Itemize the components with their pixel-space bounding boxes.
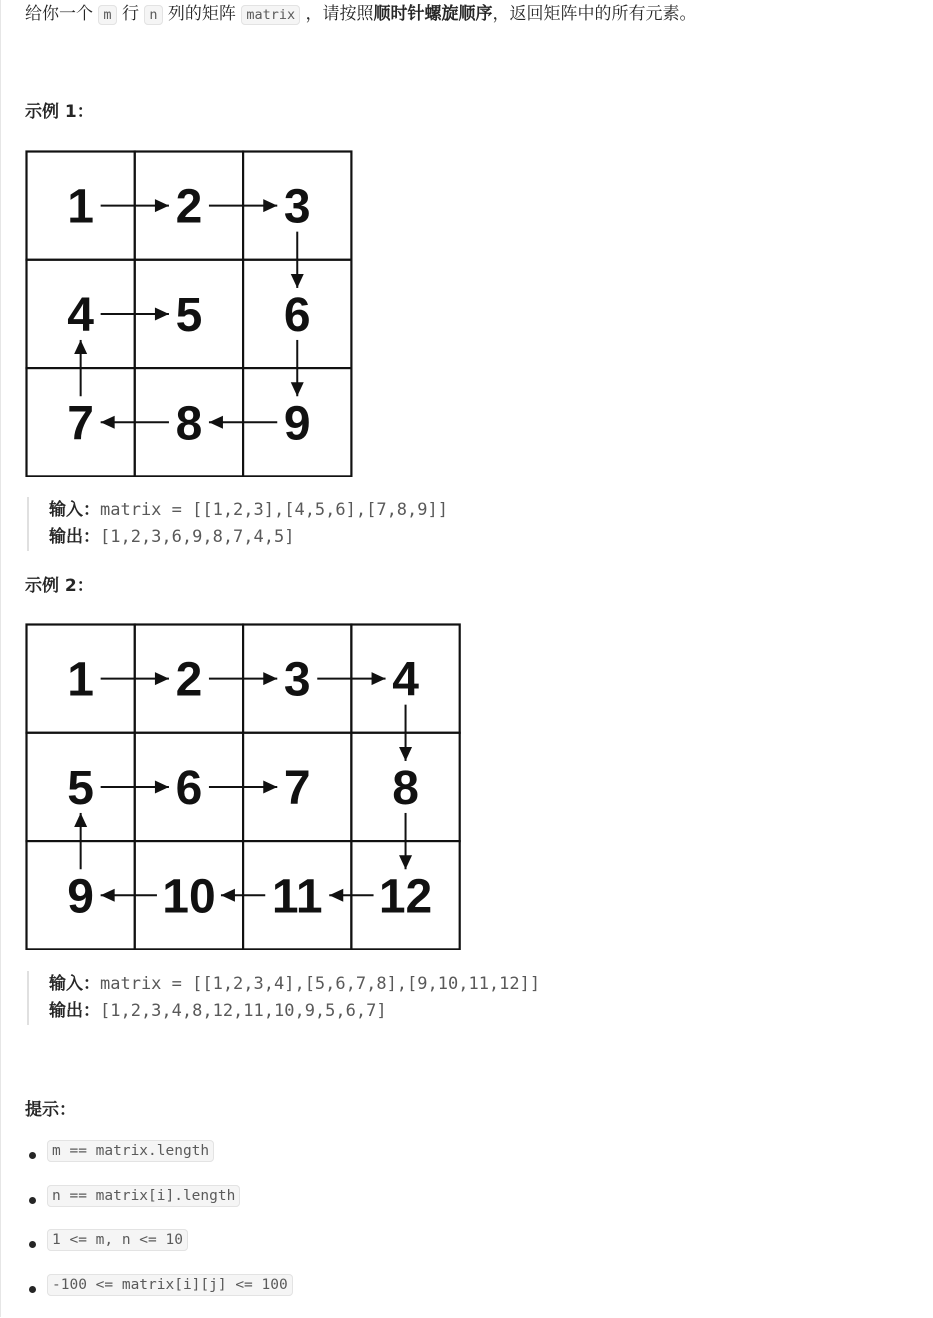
cell-value: 2 [176,654,203,707]
problem-description [25,1,697,28]
cell-value: 2 [176,181,203,234]
cell-value: 6 [284,289,311,342]
output-value: [1,2,3,4,8,12,11,10,9,5,6,7] [100,1001,387,1021]
example-1-spiral-grid [25,150,355,477]
cell-value: 5 [67,762,94,815]
desc-text-5: ，返回矩阵中的所有元素。 [493,4,697,24]
example-1-io [27,497,448,551]
cell-value: 7 [284,762,311,815]
cell-value: 9 [284,397,311,450]
cell-value: 12 [379,870,432,923]
left-border [0,0,1,1317]
input-value: matrix = [[1,2,3],[4,5,6],[7,8,9]] [100,500,448,520]
cell-value: 3 [284,181,311,234]
example-2-title: 示例 2： [25,574,94,598]
desc-text-2: 行 [122,4,139,24]
output-label: 输出： [49,1001,100,1021]
constraints-title: 提示： [25,1098,76,1122]
constraint-code: -100 <= matrix[i][j] <= 100 [47,1274,293,1296]
cell-value: 11 [272,870,323,923]
desc-bold-spiral: 顺时针螺旋顺序 [374,4,493,24]
cell-value: 5 [176,289,203,342]
output-value: [1,2,3,6,9,8,7,4,5] [100,527,294,547]
bullet-icon [29,1241,36,1248]
desc-text-4: ，请按照 [306,4,374,24]
cell-value: 6 [176,762,203,815]
cell-value: 10 [162,870,215,923]
list-item [25,1229,293,1274]
code-m: m [98,5,116,25]
bullet-icon [29,1152,36,1159]
example-2-figure [25,623,462,950]
code-n: n [144,5,162,25]
list-item [25,1185,293,1230]
desc-text-1: 给你一个 [25,4,93,24]
input-label: 输入： [49,500,100,520]
input-value: matrix = [[1,2,3,4],[5,6,7,8],[9,10,11,12]] [100,974,540,994]
code-matrix: matrix [241,5,300,25]
constraint-code: 1 <= m, n <= 10 [47,1229,188,1251]
cell-value: 9 [67,870,94,923]
cell-value: 1 [67,654,94,707]
cell-value: 7 [67,397,94,450]
example-2-io [27,971,540,1025]
list-item [25,1274,293,1318]
cell-value: 3 [284,654,311,707]
list-item [25,1140,293,1185]
constraints-list [25,1140,293,1318]
constraint-code: m == matrix.length [47,1140,214,1162]
cell-value: 8 [392,762,419,815]
bullet-icon [29,1286,36,1293]
cell-value: 4 [392,654,419,707]
desc-text-3: 列的矩阵 [168,4,236,24]
cell-value: 4 [67,289,94,342]
example-1-title: 示例 1： [25,100,94,124]
input-label: 输入： [49,974,100,994]
bullet-icon [29,1197,36,1204]
cell-value: 1 [67,181,94,234]
example-1-figure [25,150,355,477]
constraint-code: n == matrix[i].length [47,1185,240,1207]
cell-value: 8 [176,397,203,450]
output-label: 输出： [49,527,100,547]
example-2-spiral-grid [25,623,462,950]
